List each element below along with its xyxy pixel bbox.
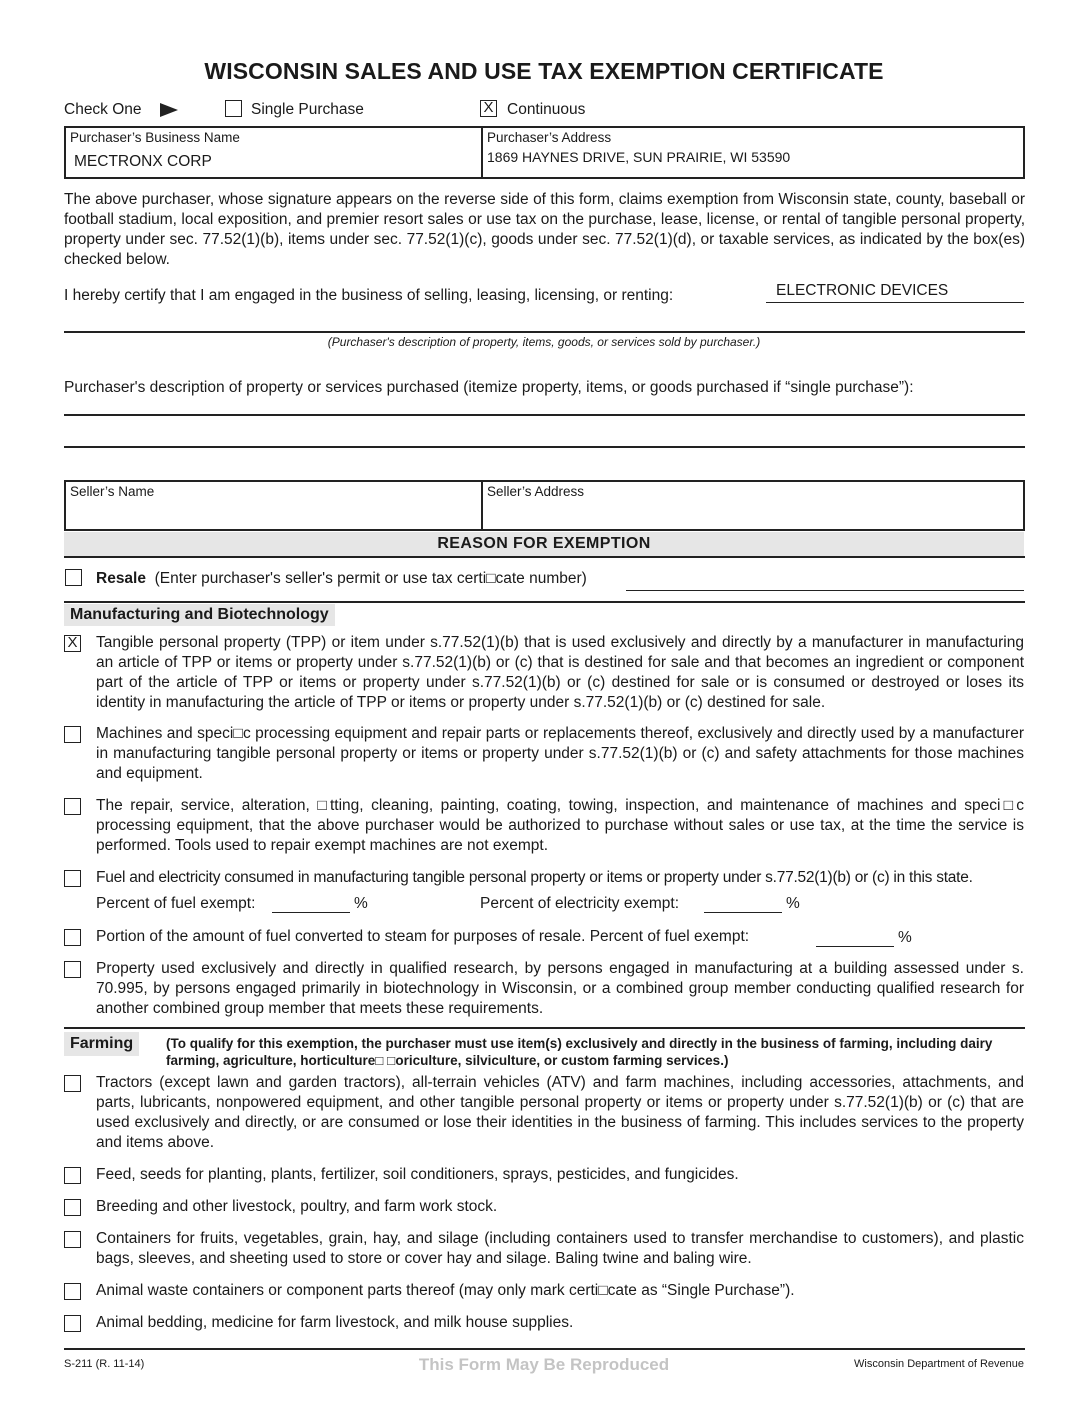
farming-header: Farming xyxy=(64,1032,139,1056)
farming-livestock-text: Breeding and other livestock, poultry, and farm work stock. xyxy=(96,1198,498,1215)
resale-divider xyxy=(64,601,1025,603)
purchaser-divider xyxy=(481,128,483,177)
farming-feed-text: Feed, seeds for planting, plants, fertilizer, soil conditioners, sprays, pesticides, and fungicides. xyxy=(96,1166,739,1183)
manufacturing-item-tpp xyxy=(64,633,1024,713)
farming-containers-checkbox[interactable] xyxy=(64,1231,81,1248)
farming-animal-waste-checkbox[interactable] xyxy=(64,1283,81,1300)
reason-header-underline xyxy=(64,556,1025,558)
purchased-description-label: Purchaser's description of property or services purchased (itemize property, items, or goods purchased if “single purchase”): xyxy=(64,379,914,396)
manufacturing-steam-checkbox[interactable] xyxy=(64,929,81,946)
reproduce-notice: This Form May Be Reproduced xyxy=(418,1355,670,1374)
manufacturing-steam-text: Portion of the amount of fuel converted to steam for purposes of resale. Percent of fuel exempt: xyxy=(96,928,750,945)
certify-label: I hereby certify that I am engaged in the business of selling, leasing, licensing, or renting: xyxy=(64,287,674,304)
seller-name-label: Seller’s Name xyxy=(70,484,155,499)
form-id: S-211 (R. 11-14) xyxy=(64,1358,145,1370)
resale-bold-label: Resale xyxy=(96,570,146,587)
farming-item-feed xyxy=(64,1165,1024,1185)
steam-percent-sign: % xyxy=(898,929,912,946)
business-type-field[interactable] xyxy=(766,280,1024,303)
farming-item-animal-waste xyxy=(64,1281,1024,1301)
manufacturing-machines-checkbox[interactable] xyxy=(64,726,81,743)
farming-tractors-text: Tractors (except lawn and garden tractors), all-terrain vehicles (ATV) and farm machines, including accessories, attachments, and parts, lubricants, nonpowered equipment, and other tangible personal property or items or property under s.77.52(1)(b) or (c) that are used exclusively and directly, or are consumed or lose their identities in the business of farming. This includes services to the property and items above. xyxy=(96,1074,1024,1151)
fuel-percent-field[interactable] xyxy=(272,896,350,913)
farming-containers-text: Containers for fruits, vegetables, grain, hay, and silage (including containers used to transfer merchandise to customers), and plastic bags, sleeves, and sheeting used to store or cover hay and silage. Baling twine and baling wire. xyxy=(96,1230,1024,1267)
purchaser-name-label: Purchaser’s Business Name xyxy=(70,130,240,145)
purchaser-address-field[interactable]: 1869 HAYNES DRIVE, SUN PRAIRIE, WI 53590 xyxy=(487,149,791,165)
resale-permit-field[interactable] xyxy=(626,590,1024,591)
manufacturing-machines-text: Machines and speci□c processing equipment and repair parts or replacements thereof, exclusively and directly used by a manufacturer in manufacturing tangible personal property or items or property under s.77.52(1)(b) or (c) and safety attachments for those machines and equipment. xyxy=(96,725,1024,782)
farming-item-bedding xyxy=(64,1313,1024,1333)
intro-paragraph: The above purchaser, whose signature appears on the reverse side of this form, claims exemption from Wisconsin state, county, baseball or football stadium, local exposition, and premier resort sales or use tax on the purchase, lease, license, or rental of tangible personal property, property under sec. 77.52(1)(b), items under sec. 77.52(1)(c), goods under sec. 77.52(1)(d), or taxable services, as indicated by the box(es) checked below. xyxy=(64,191,1025,268)
seller-name-field[interactable] xyxy=(74,504,474,526)
farming-item-tractors xyxy=(64,1073,1024,1153)
manufacturing-item-machines xyxy=(64,724,1024,784)
farming-bedding-text: Animal bedding, medicine for farm livestock, and milk house supplies. xyxy=(96,1314,574,1331)
footer-divider xyxy=(64,1348,1025,1350)
purchaser-address-label: Purchaser’s Address xyxy=(487,130,612,145)
manufacturing-item-steam xyxy=(64,927,1024,947)
farming-item-livestock xyxy=(64,1197,1024,1217)
electricity-percent-sign: % xyxy=(786,895,800,912)
manufacturing-research-text: Property used exclusively and directly in qualified research, by persons engaged in manufacturing at a building assessed under s. 70.995, by persons engaged primarily in biotechnology in Wisconsin, or a combined group member conducting qualified research for another combined group member that meets these requirements. xyxy=(96,960,1024,1017)
manufacturing-repair-text: The repair, service, alteration, □tting, cleaning, painting, coating, towing, inspection, and maintenance of machines and speci□c processing equipment, that the above purchaser would be authorized to purchase without sales or use tax, at the time the service is performed. Tools used to repair exempt machines are not exempt. xyxy=(96,797,1024,854)
manufacturing-tpp-checkbox[interactable]: X xyxy=(64,635,81,652)
right-arrow-icon xyxy=(160,103,178,117)
business-description-line[interactable] xyxy=(64,331,1025,333)
fuel-percent-sign: % xyxy=(354,895,368,912)
electricity-percent-field[interactable] xyxy=(704,896,782,913)
fuel-percent-label: Percent of fuel exempt: xyxy=(96,895,256,912)
electricity-percent-label: Percent of electricity exempt: xyxy=(480,895,679,912)
manufacturing-header: Manufacturing and Biotechnology xyxy=(64,604,335,626)
steam-fuel-percent-field[interactable] xyxy=(816,930,894,947)
department-name: Wisconsin Department of Revenue xyxy=(854,1358,1024,1370)
seller-info-box xyxy=(64,480,1025,531)
manufacturing-fuel-checkbox[interactable] xyxy=(64,870,81,887)
purchased-description-line-1[interactable] xyxy=(64,414,1025,416)
continuous-label: Continuous xyxy=(507,101,586,118)
single-purchase-checkbox[interactable] xyxy=(225,100,242,117)
resale-instructions: (Enter purchaser's seller's permit or use tax certi□cate number) xyxy=(154,570,587,587)
resale-label xyxy=(96,569,587,589)
purchaser-name-field[interactable]: MECTRONX CORP xyxy=(74,153,212,170)
manufacturing-fuel-text: Fuel and electricity consumed in manufacturing tangible personal property or items or property under s.77.52(1)(b) or (c) in this state. xyxy=(96,869,973,886)
farming-note: (To qualify for this exemption, the purchaser must use item(s) exclusively and directly in the business of farming, including dairy farming, agriculture, horticulture□ □oriculture, silviculture, or custom farming services.) xyxy=(166,1036,993,1068)
manufacturing-item-research xyxy=(64,959,1024,1019)
farming-divider xyxy=(64,1027,1025,1029)
continuous-checkbox[interactable]: X xyxy=(480,100,497,117)
purchaser-info-box xyxy=(64,126,1025,179)
check-one-label: Check One xyxy=(64,101,142,118)
farming-item-containers xyxy=(64,1229,1024,1269)
farming-livestock-checkbox[interactable] xyxy=(64,1199,81,1216)
manufacturing-research-checkbox[interactable] xyxy=(64,961,81,978)
manufacturing-item-repair xyxy=(64,796,1024,856)
seller-divider xyxy=(481,482,483,529)
single-purchase-label: Single Purchase xyxy=(251,101,364,118)
manufacturing-tpp-text: Tangible personal property (TPP) or item under s.77.52(1)(b) that is used exclusively and directly by a manufacturer in manufacturing an article of TPP or items or property under s.77.52(1)(b) or (c) that is destined for sale and that becomes an ingredient or component part of the article of TPP or items or property under s.77.52(1)(b) or (c) destined for sale or is consumed or destroyed or loses its identity in manufacturing the article of TPP or items or property under s.77.52(1)(b) or (c) destined for sale. xyxy=(96,634,1024,711)
purchased-description-line-2[interactable] xyxy=(64,446,1025,448)
manufacturing-repair-checkbox[interactable] xyxy=(64,798,81,815)
farming-bedding-checkbox[interactable] xyxy=(64,1315,81,1332)
business-type-value: ELECTRONIC DEVICES xyxy=(776,282,949,299)
farming-tractors-checkbox[interactable] xyxy=(64,1075,81,1092)
manufacturing-item-fuel xyxy=(64,868,1024,912)
business-description-caption: (Purchaser's description of property, items, goods, or services sold by purchaser.) xyxy=(327,335,761,349)
reason-for-exemption-header: REASON FOR EXEMPTION xyxy=(64,532,1024,556)
farming-animal-waste-text: Animal waste containers or component parts thereof (may only mark certi□cate as “Single Purchase”). xyxy=(96,1282,795,1299)
seller-address-label: Seller’s Address xyxy=(487,484,585,499)
seller-address-field[interactable] xyxy=(487,504,1017,526)
resale-checkbox[interactable] xyxy=(65,569,82,586)
farming-feed-checkbox[interactable] xyxy=(64,1167,81,1184)
form-title: WISCONSIN SALES AND USE TAX EXEMPTION CERTIFICATE xyxy=(204,58,884,84)
